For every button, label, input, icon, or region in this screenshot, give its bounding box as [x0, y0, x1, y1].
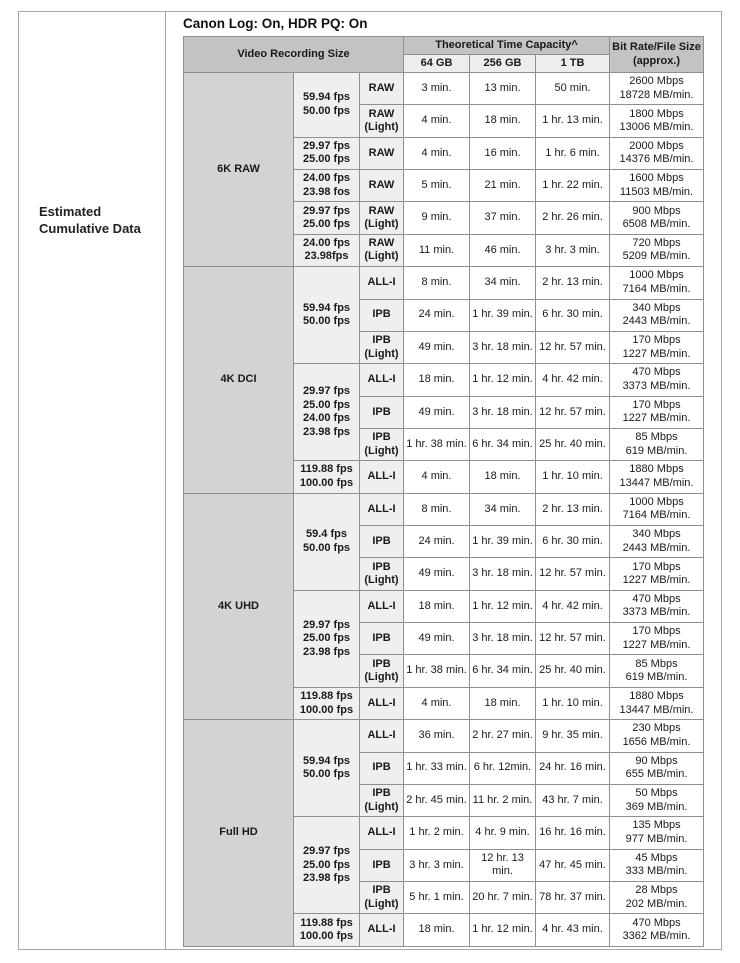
capacity-64gb-cell: 18 min. [404, 590, 470, 622]
header-bitrate-line-2: (approx.) [632, 54, 681, 67]
capacity-1tb-cell: 6 hr. 30 min. [536, 299, 610, 331]
compression-cell: IPB [360, 849, 404, 881]
compression-cell: RAW (Light) [360, 202, 404, 234]
video-size-cell: 4K UHD [184, 493, 294, 720]
capacity-1tb-cell: 3 hr. 3 min. [536, 234, 610, 266]
bitrate-cell: 230 Mbps 1656 MB/min. [610, 720, 704, 752]
bitrate-cell: 85 Mbps 619 MB/min. [610, 428, 704, 460]
bitrate-cell: 170 Mbps 1227 MB/min. [610, 331, 704, 363]
compression-cell: RAW (Light) [360, 105, 404, 137]
column-divider [165, 12, 166, 949]
table-body [184, 73, 704, 947]
capacity-256gb-cell: 1 hr. 12 min. [470, 914, 536, 947]
capacity-1tb-cell: 78 hr. 37 min. [536, 881, 610, 913]
capacity-256gb-cell: 4 hr. 9 min. [470, 817, 536, 849]
capacity-64gb-cell: 4 min. [404, 105, 470, 137]
bitrate-cell: 1880 Mbps 13447 MB/min. [610, 461, 704, 493]
capacity-256gb-cell: 46 min. [470, 234, 536, 266]
capacity-256gb-cell: 12 hr. 13 min. [470, 849, 536, 881]
capacity-1tb-cell: 4 hr. 43 min. [536, 914, 610, 947]
capacity-1tb-cell: 1 hr. 13 min. [536, 105, 610, 137]
bitrate-cell: 90 Mbps 655 MB/min. [610, 752, 704, 784]
capacity-64gb-cell: 49 min. [404, 396, 470, 428]
header-256gb: 256 GB [470, 55, 536, 73]
bitrate-cell: 470 Mbps 3373 MB/min. [610, 590, 704, 622]
bitrate-cell: 1880 Mbps 13447 MB/min. [610, 687, 704, 719]
compression-cell: ALL-I [360, 817, 404, 849]
capacity-1tb-cell: 12 hr. 57 min. [536, 331, 610, 363]
capacity-1tb-cell: 2 hr. 13 min. [536, 267, 610, 299]
capacity-256gb-cell: 6 hr. 12min. [470, 752, 536, 784]
row-heading-line-1: Estimated [39, 204, 102, 219]
capacity-1tb-cell: 25 hr. 40 min. [536, 428, 610, 460]
frame-rate-cell: 29.97 fps 25.00 fps 24.00 fps 23.98 fps [294, 364, 360, 461]
capacity-64gb-cell: 3 hr. 3 min. [404, 849, 470, 881]
capacity-256gb-cell: 37 min. [470, 202, 536, 234]
capacity-256gb-cell: 13 min. [470, 73, 536, 105]
capacity-1tb-cell: 2 hr. 13 min. [536, 493, 610, 525]
capacity-1tb-cell: 4 hr. 42 min. [536, 364, 610, 396]
capacity-256gb-cell: 11 hr. 2 min. [470, 784, 536, 816]
compression-cell: ALL-I [360, 914, 404, 947]
capacity-64gb-cell: 11 min. [404, 234, 470, 266]
header-64gb: 64 GB [404, 55, 470, 73]
compression-cell: IPB [360, 752, 404, 784]
compression-cell: ALL-I [360, 267, 404, 299]
header-bitrate-line-1: Bit Rate/File Size [612, 41, 701, 53]
capacity-256gb-cell: 16 min. [470, 137, 536, 169]
capacity-1tb-cell: 1 hr. 6 min. [536, 137, 610, 169]
capacity-256gb-cell: 1 hr. 39 min. [470, 526, 536, 558]
row-heading-estimated-cumulative-data [39, 203, 159, 237]
capacity-1tb-cell: 16 hr. 16 min. [536, 817, 610, 849]
capacity-64gb-cell: 24 min. [404, 526, 470, 558]
video-size-cell: 4K DCI [184, 267, 294, 494]
frame-rate-cell: 59.94 fps 50.00 fps [294, 73, 360, 138]
capacity-256gb-cell: 3 hr. 18 min. [470, 558, 536, 590]
compression-cell: IPB [360, 526, 404, 558]
capacity-256gb-cell: 1 hr. 12 min. [470, 590, 536, 622]
capacity-1tb-cell: 2 hr. 26 min. [536, 202, 610, 234]
capacity-256gb-cell: 1 hr. 39 min. [470, 299, 536, 331]
capacity-1tb-cell: 4 hr. 42 min. [536, 590, 610, 622]
frame-rate-cell: 59.4 fps 50.00 fps [294, 493, 360, 590]
capacity-64gb-cell: 4 min. [404, 687, 470, 719]
page-frame [18, 11, 722, 950]
bitrate-cell: 135 Mbps 977 MB/min. [610, 817, 704, 849]
compression-cell: IPB (Light) [360, 331, 404, 363]
capacity-1tb-cell: 1 hr. 10 min. [536, 461, 610, 493]
compression-cell: IPB (Light) [360, 784, 404, 816]
frame-rate-cell: 29.97 fps 25.00 fps [294, 202, 360, 234]
capacity-1tb-cell: 43 hr. 7 min. [536, 784, 610, 816]
capacity-256gb-cell: 18 min. [470, 461, 536, 493]
bitrate-cell: 470 Mbps 3362 MB/min. [610, 914, 704, 947]
bitrate-cell: 340 Mbps 2443 MB/min. [610, 299, 704, 331]
compression-cell: ALL-I [360, 461, 404, 493]
bitrate-cell: 720 Mbps 5209 MB/min. [610, 234, 704, 266]
compression-cell: IPB [360, 396, 404, 428]
frame-rate-cell: 119.88 fps 100.00 fps [294, 914, 360, 947]
frame-rate-cell: 59.94 fps 50.00 fps [294, 267, 360, 364]
video-size-cell: 6K RAW [184, 73, 294, 267]
capacity-64gb-cell: 1 hr. 38 min. [404, 655, 470, 687]
section-title: Canon Log: On, HDR PQ: On [183, 16, 368, 31]
capacity-1tb-cell: 24 hr. 16 min. [536, 752, 610, 784]
bitrate-cell: 340 Mbps 2443 MB/min. [610, 526, 704, 558]
bitrate-cell: 50 Mbps 369 MB/min. [610, 784, 704, 816]
bitrate-cell: 900 Mbps 6508 MB/min. [610, 202, 704, 234]
capacity-1tb-cell: 47 hr. 45 min. [536, 849, 610, 881]
bitrate-cell: 45 Mbps 333 MB/min. [610, 849, 704, 881]
frame-rate-cell: 29.97 fps 25.00 fps 23.98 fps [294, 590, 360, 687]
bitrate-cell: 1000 Mbps 7164 MB/min. [610, 267, 704, 299]
capacity-64gb-cell: 36 min. [404, 720, 470, 752]
capacity-64gb-cell: 24 min. [404, 299, 470, 331]
capacity-64gb-cell: 18 min. [404, 914, 470, 947]
capacity-64gb-cell: 4 min. [404, 461, 470, 493]
compression-cell: IPB (Light) [360, 428, 404, 460]
capacity-1tb-cell: 12 hr. 57 min. [536, 396, 610, 428]
bitrate-cell: 28 Mbps 202 MB/min. [610, 881, 704, 913]
video-size-cell: Full HD [184, 720, 294, 947]
compression-cell: ALL-I [360, 493, 404, 525]
capacity-256gb-cell: 3 hr. 18 min. [470, 396, 536, 428]
capacity-1tb-cell: 12 hr. 57 min. [536, 558, 610, 590]
capacity-1tb-cell: 25 hr. 40 min. [536, 655, 610, 687]
capacity-64gb-cell: 49 min. [404, 331, 470, 363]
capacity-256gb-cell: 34 min. [470, 267, 536, 299]
header-theoretical-time-capacity: Theoretical Time Capacity^ [404, 37, 610, 55]
capacity-256gb-cell: 20 hr. 7 min. [470, 881, 536, 913]
capacity-64gb-cell: 8 min. [404, 493, 470, 525]
capacity-256gb-cell: 34 min. [470, 493, 536, 525]
compression-cell: RAW [360, 137, 404, 169]
capacity-64gb-cell: 1 hr. 33 min. [404, 752, 470, 784]
capacity-64gb-cell: 5 hr. 1 min. [404, 881, 470, 913]
capacity-256gb-cell: 6 hr. 34 min. [470, 428, 536, 460]
compression-cell: RAW [360, 170, 404, 202]
capacity-1tb-cell: 6 hr. 30 min. [536, 526, 610, 558]
compression-cell: ALL-I [360, 364, 404, 396]
capacity-64gb-cell: 18 min. [404, 364, 470, 396]
frame-rate-cell: 119.88 fps 100.00 fps [294, 461, 360, 493]
capacity-64gb-cell: 8 min. [404, 267, 470, 299]
bitrate-cell: 470 Mbps 3373 MB/min. [610, 364, 704, 396]
table-row [184, 267, 704, 299]
header-video-recording-size: Video Recording Size [184, 37, 404, 73]
compression-cell: ALL-I [360, 720, 404, 752]
frame-rate-cell: 59.94 fps 50.00 fps [294, 720, 360, 817]
capacity-1tb-cell: 50 min. [536, 73, 610, 105]
capacity-64gb-cell: 3 min. [404, 73, 470, 105]
compression-cell: IPB (Light) [360, 558, 404, 590]
header-bit-rate-file-size [610, 37, 704, 73]
compression-cell: IPB (Light) [360, 655, 404, 687]
table-row [184, 73, 704, 105]
bitrate-cell: 85 Mbps 619 MB/min. [610, 655, 704, 687]
frame-rate-cell: 29.97 fps 25.00 fps [294, 137, 360, 169]
capacity-256gb-cell: 3 hr. 18 min. [470, 623, 536, 655]
table-header [184, 37, 704, 73]
frame-rate-cell: 24.00 fps 23.98 fos [294, 170, 360, 202]
bitrate-cell: 170 Mbps 1227 MB/min. [610, 396, 704, 428]
table-row [184, 493, 704, 525]
capacity-256gb-cell: 2 hr. 27 min. [470, 720, 536, 752]
bitrate-cell: 1600 Mbps 11503 MB/min. [610, 170, 704, 202]
table-row [184, 720, 704, 752]
capacity-256gb-cell: 6 hr. 34 min. [470, 655, 536, 687]
capacity-256gb-cell: 1 hr. 12 min. [470, 364, 536, 396]
capacity-64gb-cell: 1 hr. 38 min. [404, 428, 470, 460]
bitrate-cell: 1800 Mbps 13006 MB/min. [610, 105, 704, 137]
capacity-64gb-cell: 1 hr. 2 min. [404, 817, 470, 849]
recording-capacity-table [183, 36, 704, 947]
capacity-256gb-cell: 3 hr. 18 min. [470, 331, 536, 363]
capacity-64gb-cell: 49 min. [404, 558, 470, 590]
capacity-256gb-cell: 21 min. [470, 170, 536, 202]
header-1tb: 1 TB [536, 55, 610, 73]
capacity-64gb-cell: 5 min. [404, 170, 470, 202]
compression-cell: IPB [360, 299, 404, 331]
bitrate-cell: 2000 Mbps 14376 MB/min. [610, 137, 704, 169]
frame-rate-cell: 29.97 fps 25.00 fps 23.98 fps [294, 817, 360, 914]
bitrate-cell: 1000 Mbps 7164 MB/min. [610, 493, 704, 525]
capacity-256gb-cell: 18 min. [470, 105, 536, 137]
capacity-64gb-cell: 4 min. [404, 137, 470, 169]
bitrate-cell: 2600 Mbps 18728 MB/min. [610, 73, 704, 105]
capacity-1tb-cell: 1 hr. 22 min. [536, 170, 610, 202]
compression-cell: RAW [360, 73, 404, 105]
bitrate-cell: 170 Mbps 1227 MB/min. [610, 558, 704, 590]
capacity-1tb-cell: 1 hr. 10 min. [536, 687, 610, 719]
frame-rate-cell: 119.88 fps 100.00 fps [294, 687, 360, 719]
capacity-1tb-cell: 9 hr. 35 min. [536, 720, 610, 752]
header-row-1 [184, 37, 704, 55]
compression-cell: RAW (Light) [360, 234, 404, 266]
capacity-64gb-cell: 2 hr. 45 min. [404, 784, 470, 816]
compression-cell: IPB [360, 623, 404, 655]
bitrate-cell: 170 Mbps 1227 MB/min. [610, 623, 704, 655]
capacity-64gb-cell: 49 min. [404, 623, 470, 655]
capacity-1tb-cell: 12 hr. 57 min. [536, 623, 610, 655]
row-heading-line-2: Cumulative Data [39, 221, 141, 236]
compression-cell: ALL-I [360, 687, 404, 719]
capacity-256gb-cell: 18 min. [470, 687, 536, 719]
compression-cell: ALL-I [360, 590, 404, 622]
capacity-64gb-cell: 9 min. [404, 202, 470, 234]
compression-cell: IPB (Light) [360, 881, 404, 913]
frame-rate-cell: 24.00 fps 23.98fps [294, 234, 360, 266]
